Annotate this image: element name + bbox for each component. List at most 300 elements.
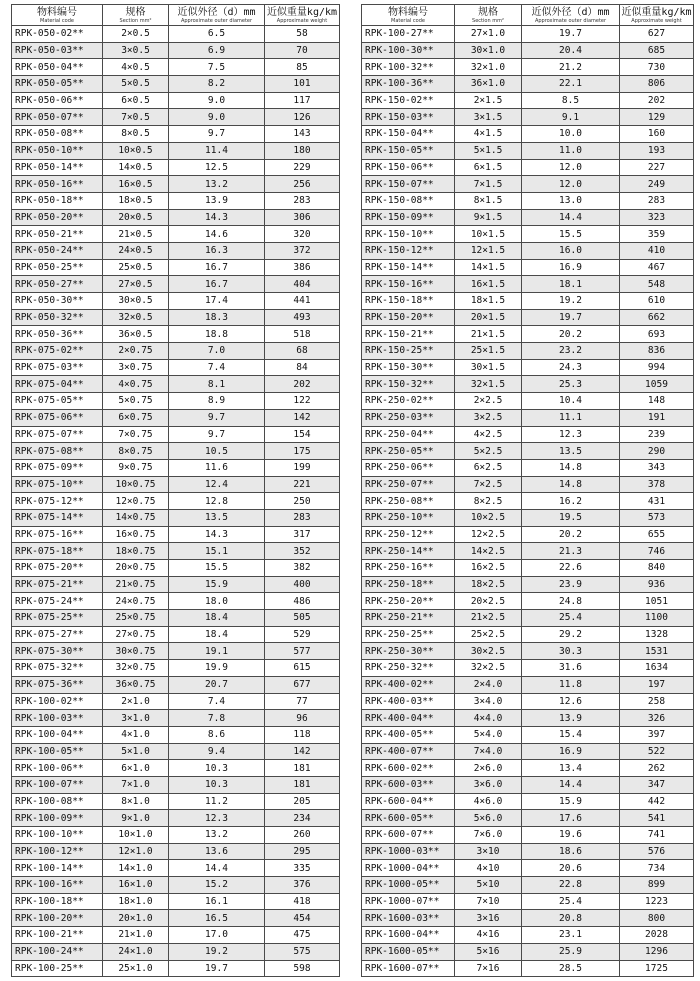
cell-weight: 229 — [265, 159, 340, 176]
cell-weight: 205 — [265, 793, 340, 810]
cell-spec: 9×1.0 — [103, 810, 169, 827]
table-row — [12, 877, 340, 894]
cell-outer-diameter: 13.9 — [522, 710, 620, 727]
cell-outer-diameter: 16.3 — [169, 242, 265, 259]
cell-outer-diameter: 19.7 — [169, 960, 265, 977]
cell-weight: 548 — [620, 276, 694, 293]
cell-outer-diameter: 10.0 — [522, 126, 620, 143]
cell-spec: 20×0.5 — [103, 209, 169, 226]
cell-weight: 118 — [265, 726, 340, 743]
cell-material-code: RPK-050-20** — [12, 209, 103, 226]
table-row — [12, 476, 340, 493]
cell-outer-diameter: 9.0 — [169, 92, 265, 109]
cell-weight: 239 — [620, 426, 694, 443]
cell-outer-diameter: 22.6 — [522, 560, 620, 577]
cell-spec: 3×10 — [455, 843, 522, 860]
table-row — [362, 126, 694, 143]
cell-material-code: RPK-100-27** — [362, 26, 455, 43]
cell-outer-diameter: 21.2 — [522, 59, 620, 76]
table-row — [362, 760, 694, 777]
cell-material-code: RPK-100-24** — [12, 943, 103, 960]
cell-spec: 5×16 — [455, 943, 522, 960]
cell-weight: 175 — [265, 443, 340, 460]
cell-material-code: RPK-1000-07** — [362, 893, 455, 910]
cell-material-code: RPK-100-09** — [12, 810, 103, 827]
cell-outer-diameter: 25.3 — [522, 376, 620, 393]
cell-outer-diameter: 11.4 — [169, 142, 265, 159]
cell-outer-diameter: 18.8 — [169, 326, 265, 343]
table-row — [12, 92, 340, 109]
table-row — [12, 526, 340, 543]
table-row — [362, 943, 694, 960]
table-row — [362, 209, 694, 226]
table-row — [362, 293, 694, 310]
cell-outer-diameter: 13.2 — [169, 827, 265, 844]
cell-weight: 85 — [265, 59, 340, 76]
cell-material-code: RPK-050-02** — [12, 26, 103, 43]
cell-weight: 598 — [265, 960, 340, 977]
cell-material-code: RPK-075-14** — [12, 509, 103, 526]
cell-spec: 36×0.75 — [103, 676, 169, 693]
cell-material-code: RPK-050-03** — [12, 42, 103, 59]
cell-material-code: RPK-050-16** — [12, 176, 103, 193]
cell-spec: 2×2.5 — [455, 393, 522, 410]
cell-weight: 160 — [620, 126, 694, 143]
table-row — [12, 893, 340, 910]
cell-material-code: RPK-250-04** — [362, 426, 455, 443]
cell-weight: 1328 — [620, 626, 694, 643]
table-row — [362, 393, 694, 410]
cell-weight: 575 — [265, 943, 340, 960]
table-row — [12, 159, 340, 176]
cell-material-code: RPK-050-18** — [12, 192, 103, 209]
table-row — [12, 543, 340, 560]
cell-spec: 12×0.75 — [103, 493, 169, 510]
cell-outer-diameter: 12.6 — [522, 693, 620, 710]
cell-weight: 441 — [265, 293, 340, 310]
cell-material-code: RPK-075-05** — [12, 393, 103, 410]
cell-material-code: RPK-250-06** — [362, 459, 455, 476]
cell-spec: 32×1.0 — [455, 59, 522, 76]
cell-outer-diameter: 21.3 — [522, 543, 620, 560]
cell-outer-diameter: 17.4 — [169, 293, 265, 310]
cell-spec: 2×0.5 — [103, 26, 169, 43]
cell-spec: 25×1.5 — [455, 343, 522, 360]
cell-outer-diameter: 17.6 — [522, 810, 620, 827]
cell-material-code: RPK-075-03** — [12, 359, 103, 376]
cell-outer-diameter: 6.9 — [169, 42, 265, 59]
cell-material-code: RPK-250-10** — [362, 509, 455, 526]
cell-outer-diameter: 18.4 — [169, 610, 265, 627]
table-row — [12, 42, 340, 59]
cell-weight: 221 — [265, 476, 340, 493]
table-row — [12, 59, 340, 76]
cell-weight: 326 — [620, 710, 694, 727]
cell-weight: 936 — [620, 576, 694, 593]
table-row — [362, 443, 694, 460]
cell-outer-diameter: 14.8 — [522, 476, 620, 493]
cell-spec: 18×1.5 — [455, 293, 522, 310]
cell-outer-diameter: 16.5 — [169, 910, 265, 927]
cell-spec: 7×10 — [455, 893, 522, 910]
cell-spec: 14×1.0 — [103, 860, 169, 877]
cell-spec: 18×1.0 — [103, 893, 169, 910]
cell-outer-diameter: 18.0 — [169, 593, 265, 610]
cell-spec: 5×0.5 — [103, 76, 169, 93]
cell-outer-diameter: 7.0 — [169, 343, 265, 360]
cell-weight: 627 — [620, 26, 694, 43]
table-row — [362, 660, 694, 677]
cell-outer-diameter: 18.4 — [169, 626, 265, 643]
cell-material-code: RPK-150-08** — [362, 192, 455, 209]
cell-outer-diameter: 16.9 — [522, 743, 620, 760]
cell-weight: 347 — [620, 776, 694, 793]
cell-weight: 227 — [620, 159, 694, 176]
cell-spec: 8×2.5 — [455, 493, 522, 510]
cell-material-code: RPK-100-12** — [12, 843, 103, 860]
header-outer-diameter: 近似外径（d）mm Approximate outer diameter — [522, 5, 620, 26]
cell-spec: 24×0.5 — [103, 242, 169, 259]
cell-weight: 378 — [620, 476, 694, 493]
cell-spec: 32×0.75 — [103, 660, 169, 677]
table-row — [12, 409, 340, 426]
table-row — [12, 860, 340, 877]
table-row — [362, 743, 694, 760]
cell-weight: 70 — [265, 42, 340, 59]
cell-material-code: RPK-100-08** — [12, 793, 103, 810]
cell-spec: 14×0.5 — [103, 159, 169, 176]
cell-material-code: RPK-050-06** — [12, 92, 103, 109]
cell-outer-diameter: 13.2 — [169, 176, 265, 193]
cell-spec: 30×0.5 — [103, 293, 169, 310]
cell-spec: 10×1.5 — [455, 226, 522, 243]
cell-outer-diameter: 9.7 — [169, 126, 265, 143]
cell-weight: 840 — [620, 560, 694, 577]
cell-spec: 10×2.5 — [455, 509, 522, 526]
cell-weight: 191 — [620, 409, 694, 426]
cell-outer-diameter: 14.3 — [169, 526, 265, 543]
cell-outer-diameter: 19.9 — [169, 660, 265, 677]
cell-material-code: RPK-1600-04** — [362, 927, 455, 944]
cell-spec: 4×10 — [455, 860, 522, 877]
table-row — [12, 810, 340, 827]
cell-spec: 6×2.5 — [455, 459, 522, 476]
cell-outer-diameter: 19.1 — [169, 643, 265, 660]
cell-spec: 27×1.0 — [455, 26, 522, 43]
cell-outer-diameter: 14.4 — [522, 209, 620, 226]
header-weight: 近似重量kg/km Approximate weight — [265, 5, 340, 26]
cell-material-code: RPK-050-10** — [12, 142, 103, 159]
cell-spec: 4×2.5 — [455, 426, 522, 443]
cell-spec: 5×4.0 — [455, 726, 522, 743]
cell-outer-diameter: 20.6 — [522, 860, 620, 877]
cell-material-code: RPK-250-25** — [362, 626, 455, 643]
cell-spec: 14×0.75 — [103, 509, 169, 526]
cell-outer-diameter: 16.1 — [169, 893, 265, 910]
cell-outer-diameter: 12.5 — [169, 159, 265, 176]
table-row — [362, 576, 694, 593]
cell-outer-diameter: 16.7 — [169, 276, 265, 293]
cell-weight: 197 — [620, 676, 694, 693]
cell-material-code: RPK-250-30** — [362, 643, 455, 660]
cell-material-code: RPK-1600-03** — [362, 910, 455, 927]
cell-spec: 16×2.5 — [455, 560, 522, 577]
header-spec: 规格 Section mm² — [103, 5, 169, 26]
cell-spec: 25×2.5 — [455, 626, 522, 643]
cell-outer-diameter: 30.3 — [522, 643, 620, 660]
cell-weight: 442 — [620, 793, 694, 810]
cell-material-code: RPK-600-07** — [362, 827, 455, 844]
cell-material-code: RPK-150-21** — [362, 326, 455, 343]
cell-weight: 143 — [265, 126, 340, 143]
cell-outer-diameter: 22.8 — [522, 877, 620, 894]
cell-material-code: RPK-100-04** — [12, 726, 103, 743]
cell-weight: 386 — [265, 259, 340, 276]
cell-spec: 4×0.5 — [103, 59, 169, 76]
cell-weight: 101 — [265, 76, 340, 93]
cell-material-code: RPK-100-36** — [362, 76, 455, 93]
cell-weight: 295 — [265, 843, 340, 860]
cell-material-code: RPK-075-30** — [12, 643, 103, 660]
cell-outer-diameter: 8.9 — [169, 393, 265, 410]
cell-material-code: RPK-600-03** — [362, 776, 455, 793]
cell-material-code: RPK-075-02** — [12, 343, 103, 360]
cell-outer-diameter: 15.5 — [169, 560, 265, 577]
cell-material-code: RPK-400-04** — [362, 710, 455, 727]
cell-weight: 685 — [620, 42, 694, 59]
cell-spec: 18×0.5 — [103, 192, 169, 209]
cell-material-code: RPK-075-08** — [12, 443, 103, 460]
cell-weight: 397 — [620, 726, 694, 743]
cell-material-code: RPK-100-20** — [12, 910, 103, 927]
table-row — [12, 259, 340, 276]
cell-weight: 181 — [265, 776, 340, 793]
cell-spec: 3×4.0 — [455, 693, 522, 710]
cell-material-code: RPK-1600-05** — [362, 943, 455, 960]
cell-spec: 27×0.75 — [103, 626, 169, 643]
cell-spec: 10×0.75 — [103, 476, 169, 493]
cell-material-code: RPK-075-21** — [12, 576, 103, 593]
table-row — [362, 176, 694, 193]
cell-spec: 30×1.0 — [455, 42, 522, 59]
cell-spec: 3×0.75 — [103, 359, 169, 376]
table-row — [362, 526, 694, 543]
cell-spec: 4×6.0 — [455, 793, 522, 810]
cell-weight: 335 — [265, 860, 340, 877]
cell-material-code: RPK-250-03** — [362, 409, 455, 426]
cell-material-code: RPK-100-06** — [12, 760, 103, 777]
table-row — [12, 743, 340, 760]
cell-weight: 258 — [620, 693, 694, 710]
cell-spec: 21×0.5 — [103, 226, 169, 243]
cell-weight: 283 — [265, 509, 340, 526]
cell-spec: 6×0.75 — [103, 409, 169, 426]
cell-outer-diameter: 19.7 — [522, 26, 620, 43]
cell-outer-diameter: 22.1 — [522, 76, 620, 93]
cell-material-code: RPK-050-14** — [12, 159, 103, 176]
cell-material-code: RPK-250-14** — [362, 543, 455, 560]
cell-outer-diameter: 23.1 — [522, 927, 620, 944]
cell-weight: 126 — [265, 109, 340, 126]
cell-spec: 32×2.5 — [455, 660, 522, 677]
header-material-code: 物料编号 Material code — [12, 5, 103, 26]
cell-outer-diameter: 15.4 — [522, 726, 620, 743]
cell-outer-diameter: 28.5 — [522, 960, 620, 977]
cell-spec: 3×2.5 — [455, 409, 522, 426]
table-row — [362, 42, 694, 59]
cell-outer-diameter: 18.1 — [522, 276, 620, 293]
cell-weight: 800 — [620, 910, 694, 927]
cell-material-code: RPK-050-25** — [12, 259, 103, 276]
cell-material-code: RPK-075-04** — [12, 376, 103, 393]
cell-outer-diameter: 20.8 — [522, 910, 620, 927]
cell-weight: 376 — [265, 877, 340, 894]
cell-outer-diameter: 14.6 — [169, 226, 265, 243]
table-row — [12, 209, 340, 226]
cell-outer-diameter: 15.9 — [169, 576, 265, 593]
cell-weight: 202 — [620, 92, 694, 109]
table-row — [12, 142, 340, 159]
table-row — [362, 960, 694, 977]
cell-weight: 573 — [620, 509, 694, 526]
cell-spec: 27×0.5 — [103, 276, 169, 293]
cell-material-code: RPK-150-25** — [362, 343, 455, 360]
header-outer-diameter: 近似外径（d）mm Approximate outer diameter — [169, 5, 265, 26]
table-row — [12, 359, 340, 376]
cell-weight: 994 — [620, 359, 694, 376]
cell-material-code: RPK-250-08** — [362, 493, 455, 510]
cell-weight: 181 — [265, 760, 340, 777]
cell-weight: 806 — [620, 76, 694, 93]
header-weight: 近似重量kg/km Approximate weight — [621, 6, 692, 24]
cell-outer-diameter: 8.6 — [169, 726, 265, 743]
cell-material-code: RPK-400-05** — [362, 726, 455, 743]
table-row — [12, 643, 340, 660]
table-row — [362, 676, 694, 693]
cell-weight: 400 — [265, 576, 340, 593]
cell-outer-diameter: 11.6 — [169, 459, 265, 476]
cell-outer-diameter: 15.2 — [169, 877, 265, 894]
table-row — [362, 810, 694, 827]
cell-weight: 730 — [620, 59, 694, 76]
table-row — [362, 259, 694, 276]
cell-outer-diameter: 11.0 — [522, 142, 620, 159]
cell-material-code: RPK-075-16** — [12, 526, 103, 543]
table-row — [12, 793, 340, 810]
cell-outer-diameter: 15.1 — [169, 543, 265, 560]
cell-spec: 4×16 — [455, 927, 522, 944]
cell-spec: 8×1.5 — [455, 192, 522, 209]
cell-weight: 746 — [620, 543, 694, 560]
cell-material-code: RPK-150-14** — [362, 259, 455, 276]
cell-spec: 5×6.0 — [455, 810, 522, 827]
cell-outer-diameter: 19.5 — [522, 509, 620, 526]
cell-spec: 36×1.0 — [455, 76, 522, 93]
table-row — [12, 693, 340, 710]
cell-weight: 306 — [265, 209, 340, 226]
cell-weight: 352 — [265, 543, 340, 560]
cell-outer-diameter: 12.4 — [169, 476, 265, 493]
table-row — [12, 560, 340, 577]
cell-weight: 610 — [620, 293, 694, 310]
cell-outer-diameter: 13.5 — [522, 443, 620, 460]
table-row — [12, 660, 340, 677]
table-row — [362, 142, 694, 159]
cell-weight: 129 — [620, 109, 694, 126]
table-row — [12, 226, 340, 243]
table-header — [362, 5, 694, 26]
cell-outer-diameter: 13.9 — [169, 192, 265, 209]
table-row — [362, 776, 694, 793]
cell-spec: 5×10 — [455, 877, 522, 894]
cell-weight: 323 — [620, 209, 694, 226]
cell-outer-diameter: 6.5 — [169, 26, 265, 43]
cell-outer-diameter: 14.4 — [169, 860, 265, 877]
cell-material-code: RPK-100-03** — [12, 710, 103, 727]
cell-spec: 20×2.5 — [455, 593, 522, 610]
cell-spec: 25×0.75 — [103, 610, 169, 627]
cell-spec: 5×0.75 — [103, 393, 169, 410]
cell-spec: 14×1.5 — [455, 259, 522, 276]
cell-spec: 10×1.0 — [103, 827, 169, 844]
cell-spec: 2×6.0 — [455, 760, 522, 777]
cell-weight: 68 — [265, 343, 340, 360]
cell-outer-diameter: 9.7 — [169, 426, 265, 443]
cell-outer-diameter: 16.2 — [522, 493, 620, 510]
cell-spec: 3×1.0 — [103, 710, 169, 727]
table-row — [362, 593, 694, 610]
cell-outer-diameter: 10.3 — [169, 760, 265, 777]
cell-spec: 12×1.0 — [103, 843, 169, 860]
cell-weight: 142 — [265, 409, 340, 426]
cell-outer-diameter: 7.4 — [169, 359, 265, 376]
cell-outer-diameter: 10.4 — [522, 393, 620, 410]
table-row — [12, 242, 340, 259]
cell-spec: 16×1.5 — [455, 276, 522, 293]
cell-weight: 382 — [265, 560, 340, 577]
cell-material-code: RPK-050-05** — [12, 76, 103, 93]
cell-material-code: RPK-150-18** — [362, 293, 455, 310]
cell-material-code: RPK-1000-05** — [362, 877, 455, 894]
cell-spec: 7×2.5 — [455, 476, 522, 493]
cell-spec: 7×0.75 — [103, 426, 169, 443]
table-row — [362, 726, 694, 743]
cell-outer-diameter: 25.4 — [522, 610, 620, 627]
table-row — [362, 76, 694, 93]
cell-outer-diameter: 9.4 — [169, 743, 265, 760]
cell-material-code: RPK-050-08** — [12, 126, 103, 143]
cell-spec: 32×1.5 — [455, 376, 522, 393]
cell-material-code: RPK-150-12** — [362, 242, 455, 259]
cell-weight: 677 — [265, 676, 340, 693]
table-row — [362, 893, 694, 910]
cell-outer-diameter: 20.2 — [522, 526, 620, 543]
cell-outer-diameter: 12.3 — [522, 426, 620, 443]
cell-material-code: RPK-075-09** — [12, 459, 103, 476]
cable-spec-table-left — [11, 4, 340, 977]
cell-weight: 899 — [620, 877, 694, 894]
cell-weight: 1100 — [620, 610, 694, 627]
cell-spec: 8×0.75 — [103, 443, 169, 460]
table-row — [12, 760, 340, 777]
cell-weight: 518 — [265, 326, 340, 343]
cell-outer-diameter: 11.1 — [522, 409, 620, 426]
cell-outer-diameter: 14.4 — [522, 776, 620, 793]
table-row — [362, 242, 694, 259]
cell-material-code: RPK-075-18** — [12, 543, 103, 560]
cable-spec-table-right — [361, 4, 694, 977]
cell-spec: 2×1.5 — [455, 92, 522, 109]
